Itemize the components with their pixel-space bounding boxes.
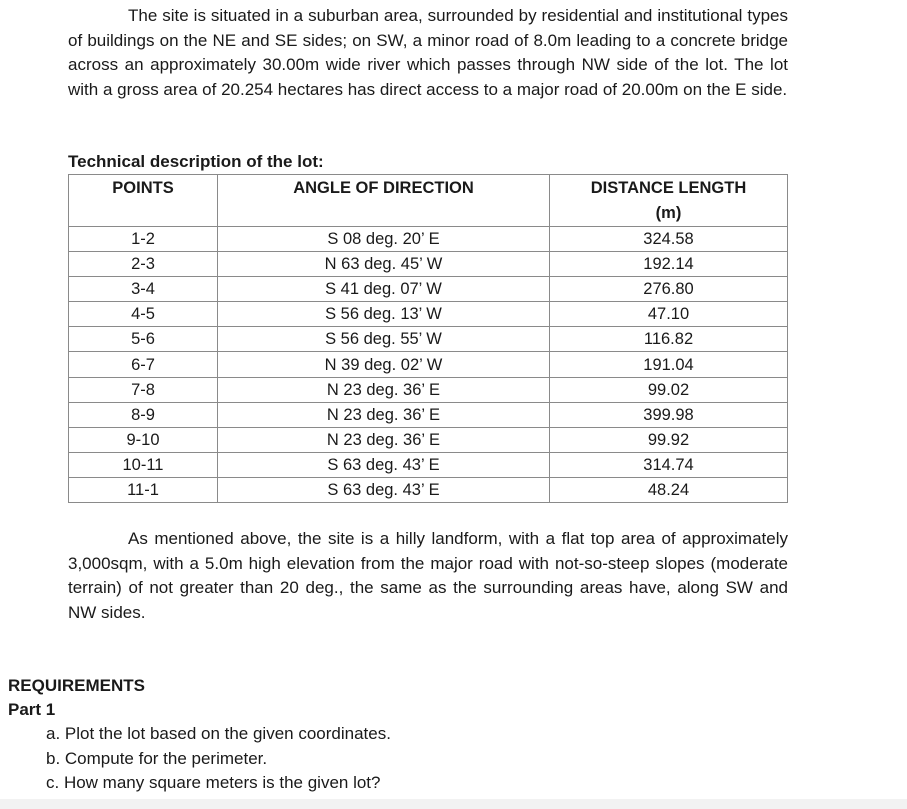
table-row — [69, 252, 788, 277]
technical-description-table — [68, 174, 788, 503]
cell-points: 1-2 — [69, 227, 218, 252]
table-row — [69, 227, 788, 252]
cell-angle: S 08 deg. 20’ E — [218, 227, 550, 252]
cell-distance: 324.58 — [550, 227, 788, 252]
cell-angle: N 23 deg. 36’ E — [218, 377, 550, 402]
cell-points: 2-3 — [69, 252, 218, 277]
cell-points: 4-5 — [69, 302, 218, 327]
table-row — [69, 277, 788, 302]
table-row — [69, 352, 788, 377]
list-item: b. Compute for the perimeter. — [46, 748, 268, 768]
cell-angle: S 56 deg. 55’ W — [218, 327, 550, 352]
table-row — [69, 377, 788, 402]
cell-points: 9-10 — [69, 427, 218, 452]
cell-distance: 99.92 — [550, 427, 788, 452]
table-row — [69, 327, 788, 352]
page-bottom-edge — [0, 799, 907, 809]
cell-points: 11-1 — [69, 477, 218, 502]
cell-distance: 116.82 — [550, 327, 788, 352]
column-header-distance — [550, 175, 788, 227]
column-header-angle: ANGLE OF DIRECTION — [218, 175, 550, 227]
cell-angle: S 63 deg. 43’ E — [218, 477, 550, 502]
cell-points: 7-8 — [69, 377, 218, 402]
cell-angle: N 39 deg. 02’ W — [218, 352, 550, 377]
cell-distance: 99.02 — [550, 377, 788, 402]
table-row — [69, 302, 788, 327]
landform-paragraph: As mentioned above, the site is a hilly landform, with a flat top area of approximately 3,000sqm, with a 5.0m high elevation from the major road with not-so-steep slopes (moderate terrain) of not greater than 20 deg., the same as the surrounding areas have, along SW and NW sides. — [68, 529, 788, 622]
table-row — [69, 477, 788, 502]
part-heading: Part 1 — [8, 700, 56, 719]
column-header-distance-unit: (m) — [655, 204, 682, 222]
cell-angle: N 23 deg. 36’ E — [218, 427, 550, 452]
cell-angle: S 63 deg. 43’ E — [218, 452, 550, 477]
requirements-heading: REQUIREMENTS — [8, 676, 145, 695]
cell-distance: 192.14 — [550, 252, 788, 277]
intro-paragraph: The site is situated in a suburban area, surrounded by residential and institutional types of buildings on the NE and SE sides; on SW, a minor road of 8.0m leading to a concrete bridge across an approximately 30.00m wide river which passes through NW side of the lot. The lot with a gross area of 20.254 hectares has direct access to a major road of 20.00m on the E side. — [68, 6, 788, 99]
cell-points: 6-7 — [69, 352, 218, 377]
cell-distance: 191.04 — [550, 352, 788, 377]
cell-distance: 48.24 — [550, 477, 788, 502]
cell-angle: N 63 deg. 45’ W — [218, 252, 550, 277]
cell-angle: N 23 deg. 36’ E — [218, 402, 550, 427]
cell-points: 3-4 — [69, 277, 218, 302]
cell-points: 10-11 — [69, 452, 218, 477]
table-row — [69, 427, 788, 452]
list-item: a. Plot the lot based on the given coordinates. — [46, 724, 391, 743]
cell-angle: S 41 deg. 07’ W — [218, 277, 550, 302]
cell-distance: 276.80 — [550, 277, 788, 302]
table-header-row — [69, 175, 788, 227]
cell-distance: 399.98 — [550, 402, 788, 427]
requirements-list — [46, 722, 391, 796]
cell-points: 5-6 — [69, 327, 218, 352]
cell-angle: S 56 deg. 13’ W — [218, 302, 550, 327]
column-header-distance-label: DISTANCE LENGTH — [590, 179, 747, 197]
list-item: c. How many square meters is the given lot? — [46, 773, 381, 792]
table-row — [69, 402, 788, 427]
cell-distance: 314.74 — [550, 452, 788, 477]
table-heading: Technical description of the lot: — [68, 152, 324, 171]
column-header-points: POINTS — [69, 175, 218, 227]
table-row — [69, 452, 788, 477]
cell-distance: 47.10 — [550, 302, 788, 327]
cell-points: 8-9 — [69, 402, 218, 427]
